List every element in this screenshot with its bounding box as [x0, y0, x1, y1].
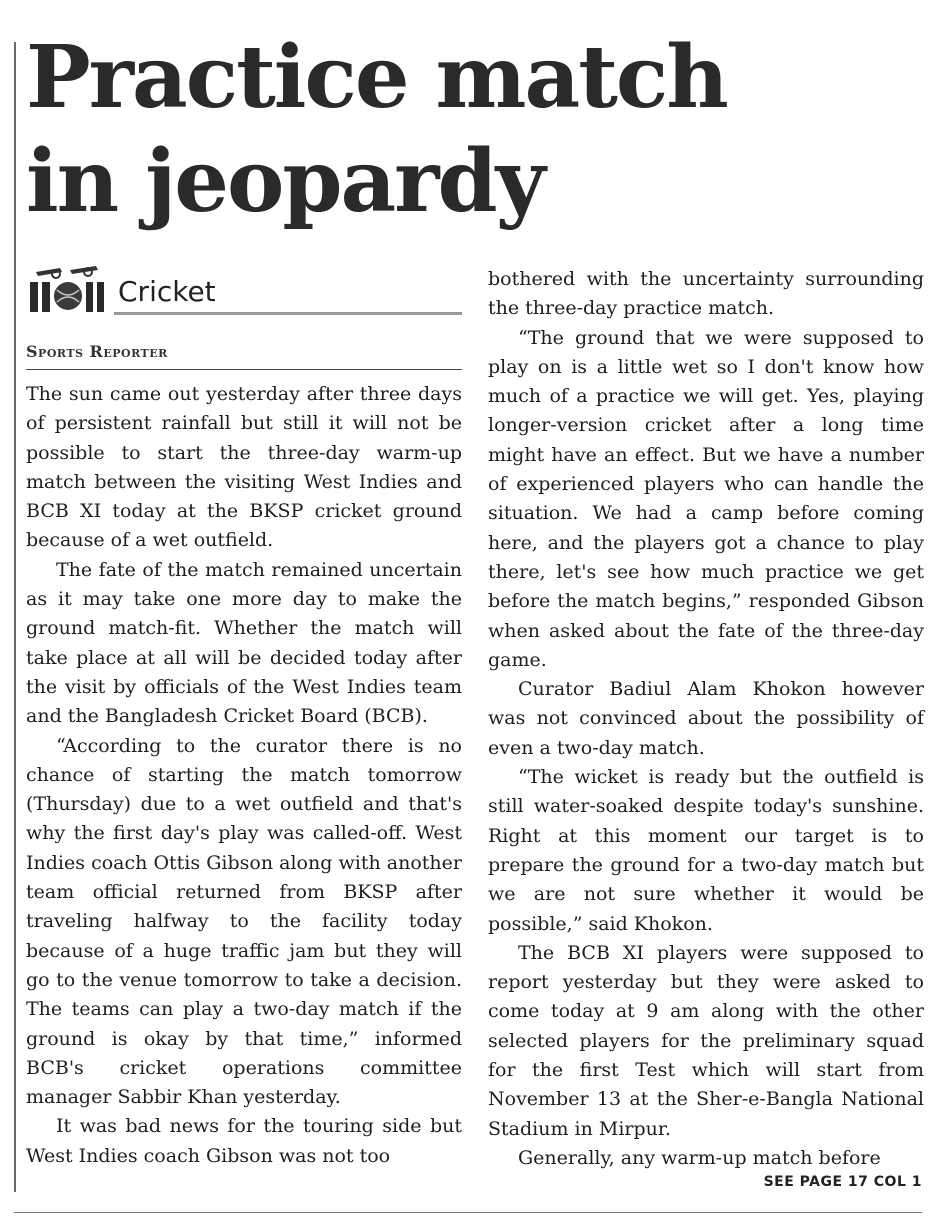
paragraph: The fate of the match remained uncertain as it may take one more day to make the ground match-fit. Whether the match will take place at all will be decided today after the visit by officials of the West Indies team and the Bangladesh Cricket Board (BCB).: [26, 558, 462, 728]
article-column-right: [488, 265, 924, 1173]
paragraph: The sun came out yesterday after three days of persistent rainfall but still it will not be possible to start the three-day warm-up match between the visiting West Indies and BCB XI today at the BKSP cricket ground because of a wet outfield.: [26, 383, 462, 552]
section-rule: [114, 312, 462, 315]
paragraph: “The ground that we were supposed to play on is a little wet so I don't know how much of a practice we will get. Yes, playing longer-version cricket after a long time might have an effect. But we have a number of experienced players who can handle the situation. We had a camp before coming here, and the players got a chance to play there, let's see how much practice we get before the match begins,” responded Gibson when asked about the fate of the three-day game.: [488, 326, 924, 671]
byline: Sports Reporter: [26, 342, 168, 361]
headline: [26, 26, 906, 234]
cricket-logo-icon: [26, 264, 114, 316]
article-column-left: [26, 380, 462, 1171]
paragraph: “According to the curator there is no chance of starting the match tomorrow (Thursday) due to a wet outfield and that's why the first day's play was called-off. West Indies coach Ottis Gibson along with another team official returned from BKSP after traveling halfway to the facility today because of a huge traffic jam but they will go to the venue tomorrow to take a decision. The teams can play a two-day match if the ground is okay by that time,” informed BCB's cricket operations committee manager Sabbir Khan yesterday.: [26, 734, 462, 1109]
paragraph: bothered with the uncertainty surrounding the three-day practice match.: [488, 268, 924, 320]
paragraph: The BCB XI players were supposed to report yesterday but they were asked to come today at 9 am along with the other selected players for the preliminary squad for the first Test which will start from November 13 at the Sher-e-Bangla National Stadium in Mirpur.: [488, 941, 924, 1140]
bottom-rule: [14, 1212, 922, 1213]
section-label: Cricket: [118, 275, 216, 308]
section-kicker: [26, 262, 462, 318]
continuation-jump: SEE PAGE 17 COL 1: [763, 1174, 922, 1190]
left-column-rule: [14, 42, 16, 1192]
headline-line-1: Practice match: [26, 27, 727, 128]
headline-line-2: in jeopardy: [26, 131, 544, 232]
paragraph: Generally, any warm-up match before: [518, 1146, 881, 1169]
paragraph: “The wicket is ready but the outfield is still water-soaked despite today's sunshine. Right at this moment our target is to prepare the ground for a two-day match but we are not sure whether it would be possible,” said Khokon.: [488, 766, 924, 935]
byline-rule: [26, 369, 462, 370]
paragraph: It was bad news for the touring side but West Indies coach Gibson was not too: [26, 1115, 462, 1167]
paragraph: Curator Badiul Alam Khokon however was not convinced about the possibility of even a two-day match.: [488, 678, 924, 759]
